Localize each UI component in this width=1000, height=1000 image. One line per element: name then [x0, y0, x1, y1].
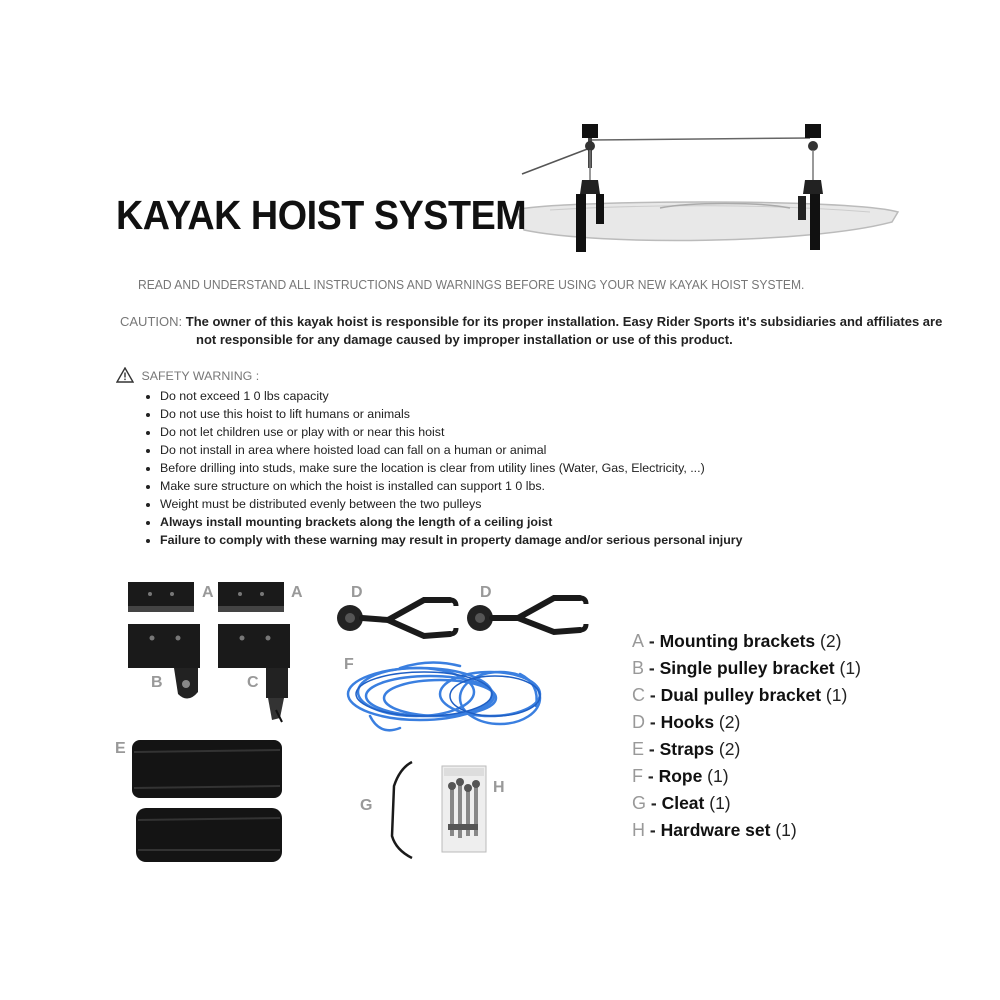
legend-qty: (2) [714, 739, 741, 759]
legend-separator: - [644, 631, 660, 651]
list-item: • Do not exceed 1 0 lbs capacity [160, 387, 936, 405]
part-label-b: B [151, 674, 163, 691]
legend-qty: (1) [834, 658, 861, 678]
legend-qty: (1) [770, 820, 797, 840]
legend-item [632, 709, 972, 736]
part-label-a: A [291, 584, 303, 601]
list-item: • Always install mounting brackets along the length of a ceiling joist [160, 513, 936, 531]
legend-name: Straps [659, 739, 715, 759]
legend-item [632, 736, 972, 763]
list-item: • Make sure structure on which the hoist is installed can support 1 0 lbs. [160, 477, 936, 495]
legend-name: Hardware set [660, 820, 771, 840]
cleat-image [386, 758, 420, 862]
legend-item [632, 763, 972, 790]
part-label-e: E [115, 740, 126, 757]
legend-letter: D [632, 712, 645, 732]
list-item: • Do not install in area where hoisted load can fall on a human or animal [160, 441, 936, 459]
legend-letter: F [632, 766, 643, 786]
legend-separator: - [645, 712, 661, 732]
legend-item [632, 655, 972, 682]
read-instructions-notice: READ AND UNDERSTAND ALL INSTRUCTIONS AND WARNINGS BEFORE USING YOUR NEW KAYAK HOIST SYSTEM. [138, 277, 805, 292]
caution-text-line-2: not responsible for any damage caused by improper installation or use of this product. [196, 332, 733, 347]
legend-name: Mounting brackets [659, 631, 816, 651]
list-item: • Failure to comply with these warning may result in property damage and/or serious personal injury [160, 531, 936, 549]
hook-image [462, 588, 592, 640]
legend-separator: - [644, 739, 660, 759]
part-label-c: C [247, 674, 259, 691]
part-label-d: D [351, 584, 363, 601]
page-title: KAYAK HOIST SYSTEM [116, 192, 527, 238]
part-label-a: A [202, 584, 214, 601]
part-label-g: G [360, 797, 373, 814]
mounting-bracket-image [126, 578, 196, 616]
legend-name: Cleat [661, 793, 705, 813]
safety-warning-header: SAFETY WARNING : [141, 369, 260, 383]
safety-warning-block [116, 367, 936, 549]
legend-qty: (2) [714, 712, 741, 732]
rope-image [340, 654, 550, 740]
legend-qty: (1) [702, 766, 729, 786]
safety-warning-list [116, 387, 936, 549]
list-item: • Do not let children use or play with or near this hoist [160, 423, 936, 441]
legend-name: Single pulley bracket [659, 658, 835, 678]
part-label-f: F [344, 656, 354, 673]
strap-image [130, 738, 284, 800]
legend-separator: - [644, 658, 660, 678]
hook-image [332, 590, 462, 642]
legend-letter: A [632, 631, 645, 651]
legend-letter: E [632, 739, 645, 759]
legend-separator: - [646, 793, 662, 813]
legend-letter: C [632, 685, 645, 705]
single-pulley-bracket-image [126, 622, 202, 706]
legend-item [632, 817, 972, 844]
strap-image [134, 806, 284, 864]
legend-qty: (1) [704, 793, 731, 813]
legend-letter: B [632, 658, 645, 678]
mounting-bracket-image [216, 578, 286, 616]
legend-name: Hooks [660, 712, 715, 732]
legend-separator: - [645, 820, 661, 840]
legend-qty: (2) [815, 631, 842, 651]
legend-letter: G [632, 793, 647, 813]
legend-name: Dual pulley bracket [660, 685, 822, 705]
kayak-hoist-illustration [510, 118, 910, 258]
legend-item [632, 682, 972, 709]
legend-item [632, 790, 972, 817]
list-item: • Do not use this hoist to lift humans or animals [160, 405, 936, 423]
caution-text-line-1: The owner of this kayak hoist is responsible for its proper installation. Easy Rider Sports it's subsidiaries and affiliates are [185, 314, 943, 329]
part-label-d: D [480, 584, 492, 601]
warning-triangle-icon [116, 367, 134, 383]
parts-legend [632, 628, 972, 844]
legend-separator: - [645, 685, 661, 705]
part-label-h: H [493, 779, 505, 796]
caution-label: CAUTION: [120, 314, 183, 329]
legend-qty: (1) [821, 685, 848, 705]
legend-item [632, 628, 972, 655]
legend-letter: H [632, 820, 645, 840]
list-item: • Before drilling into studs, make sure the location is clear from utility lines (Water, Gas, Electricity, ...) [160, 459, 936, 477]
legend-separator: - [643, 766, 659, 786]
legend-name: Rope [658, 766, 703, 786]
hardware-set-image [440, 764, 488, 854]
list-item: • Weight must be distributed evenly between the two pulleys [160, 495, 936, 513]
caution-block [116, 313, 943, 349]
